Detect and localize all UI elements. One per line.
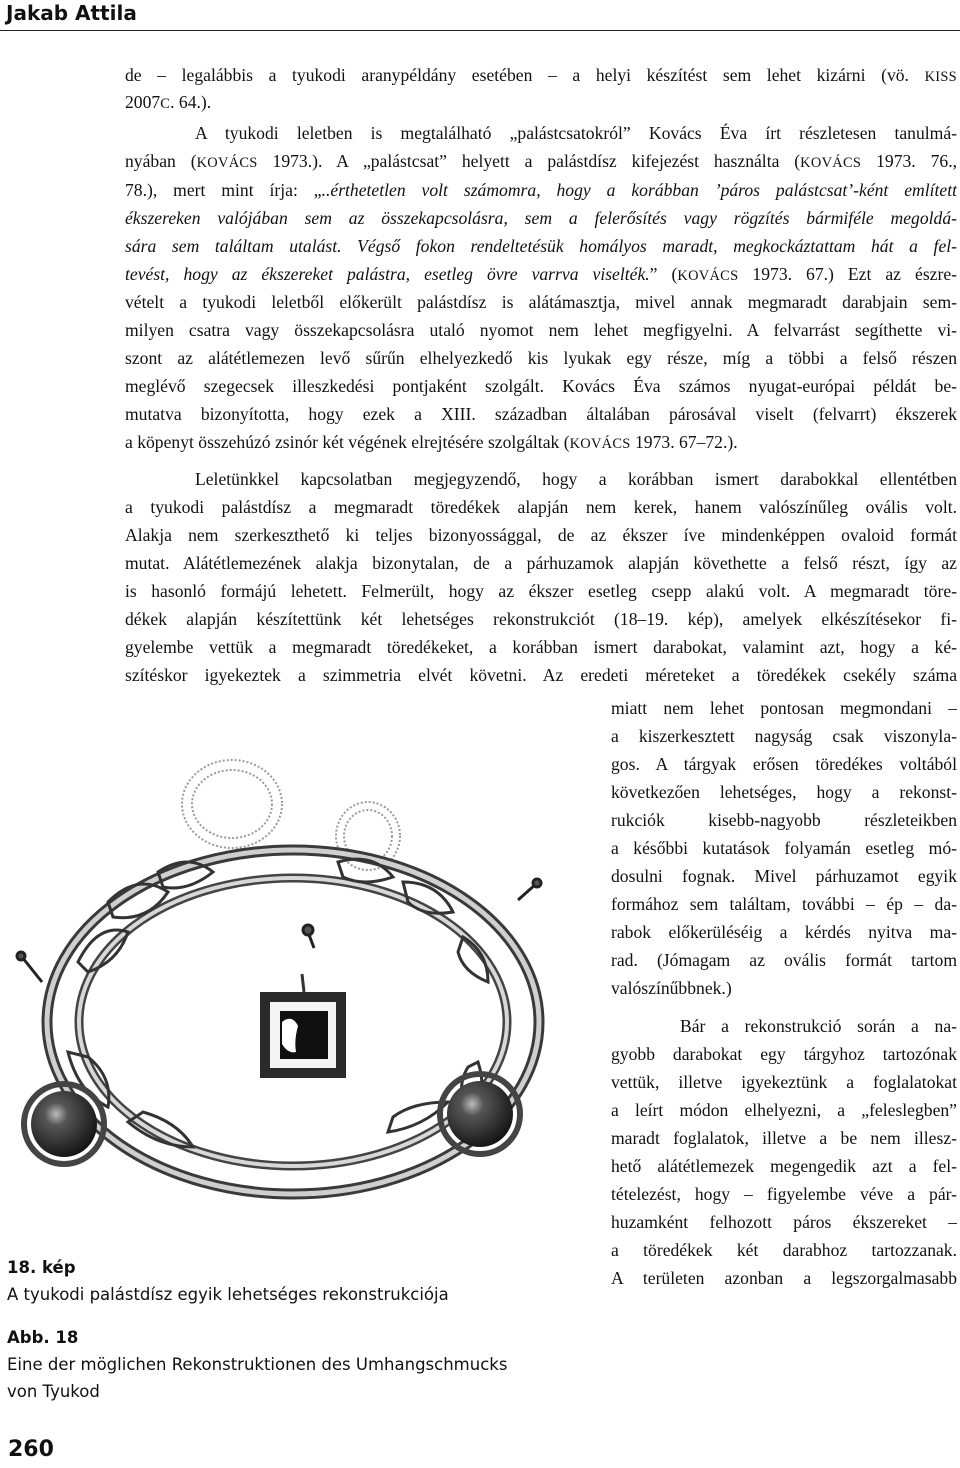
text-line: maradt foglalatok, illetve a be nem illesz- [611, 1128, 957, 1148]
text-line: mutat. Alátétlemezének alakja bizonytalan, de a párhuzamok alapján követhette a felső részt, így az [125, 553, 957, 573]
running-header-author: Jakab Attila [6, 1, 137, 25]
text-line: valószínűbbnek.) [611, 978, 732, 998]
text-line: gos. A tárgyak erősen töredékes voltából [611, 754, 957, 774]
page-number: 260 [8, 1437, 54, 1462]
text-line: A tyukodi leletben is megtalálható „palástcsatokról” Kovács Éva írt részletesen tanulmá- [195, 123, 957, 143]
figure-caption-hu: A tyukodi palástdísz egyik lehetséges rekonstrukciója [7, 1285, 449, 1304]
header-rule [0, 30, 960, 31]
text-line: dosulni fognak. Mivel párhuzamot egyik [611, 866, 957, 886]
text-line: de – legalábbis a tyukodi aranypéldány esetében – a helyi készítést sem lehet kizárni (vö. KISS [125, 65, 957, 85]
text-line: gyelembe vettük a megmaradt töredékeket, a korábban ismert darabokat, valamint azt, hogy a ké- [125, 637, 957, 657]
black-stone-right [440, 1074, 520, 1154]
text-line: vettük, illetve igyekeztünk a foglalatokat [611, 1072, 957, 1092]
figure-label-de: Abb. 18 [7, 1328, 79, 1347]
text-line: következően lehetséges, hogy a rekonst- [611, 782, 957, 802]
text-line: a köpenyt összehúzó zsinór két végének elrejtésére szolgáltak (KOVÁCS 1973. 67–72.). [125, 432, 738, 452]
text-line: sára sem találtam utalást. Végső fokon rendeltetésük homályos maradt, megkockáztattam hát a fel- [125, 236, 957, 256]
text-line: meglévő szegecsek illeszkedési pontjaként szolgált. Kovács Éva számos nyugat-európai példát be- [125, 376, 957, 396]
text-line: szont az alátétlemezen levő sűrűn elhelyezkedő kis lyukak egy része, míg a többi a felső részen [125, 348, 957, 368]
text-line: Alakja nem szerkeszthető ki teljes bizonyossággal, de az ékszer íve mindenképpen ovaloid formát [125, 525, 957, 545]
text-line: tételezést, hogy – figyelembe véve a pár- [611, 1184, 957, 1204]
text-line: rabok előkerüléséig a kérdés nyitva ma- [611, 922, 957, 942]
figure-label-hu: 18. kép [7, 1258, 76, 1277]
text-line: gyobb darabokat egy tárgyhoz tartozónak [611, 1044, 957, 1064]
text-line: vételt a tyukodi leletből előkerült palástdísz is alátámasztja, mivel annak megmaradt darabjain sem- [125, 292, 957, 312]
text-line: is hasonló formájú lehetett. Felmerült, hogy az ékszer esetleg csepp alakú volt. A megmaradt töre- [125, 581, 957, 601]
text-line: a kiszerkesztett nagyság csak viszonyla- [611, 726, 957, 746]
text-line: nyában (KOVÁCS 1973.). A „palástcsat” helyett a palástdísz kifejezést használta (KOVÁCS 1973. 76., [125, 151, 957, 171]
figure-caption-de-line2: von Tyukod [7, 1382, 100, 1401]
text-line: a tyukodi palástdísz a megmaradt töredékek alapján nem kerek, hanem valószínűleg ovális volt. [125, 497, 957, 517]
text-line: mutatva bizonyította, hogy ezek a XIII. században általában párosával viselt (felvarrt) ékszerek [125, 404, 957, 424]
text-line: hető alátétlemezek megengedik azt a fel- [611, 1156, 957, 1176]
text-line: formához sem találtam, további – ép – da- [611, 894, 957, 914]
text-line: miatt nem lehet pontosan megmondani – [611, 698, 957, 718]
text-line: a töredékek két darabhoz tartozzanak. [611, 1240, 957, 1260]
reconstruction-drawing [8, 752, 608, 1242]
text-line: a későbbi kutatások folyamán esetleg mó- [611, 838, 957, 858]
text-line: Bár a rekonstrukció során a na- [680, 1016, 957, 1036]
text-line: rukciók kisebb-nagyobb részleteikben [611, 810, 957, 830]
text-line: dékek alapján készítettünk két lehetséges rekonstrukciót (18–19. kép), amelyek elkészítésekor fi- [125, 609, 957, 629]
figure-caption-de-line1: Eine der möglichen Rekonstruktionen des Umhangschmucks [7, 1355, 508, 1374]
text-line: Leletünkkel kapcsolatban megjegyzendő, hogy a korábban ismert darabokkal ellentétben [195, 469, 957, 489]
text-line: tevést, hogy az ékszereket palástra, esetleg övre varrva viselték.” (KOVÁCS 1973. 67.) Ezt az észre- [125, 264, 957, 284]
text-line: a leírt módon elhelyezni, a „feleslegben” [611, 1100, 957, 1120]
text-line: ékszereken valójában sem az összekapcsolásra, sem a felerősítés vagy rögzítés bármiféle megoldá- [125, 208, 957, 228]
text-line: rad. (Jómagam az ovális formát tartom [611, 950, 957, 970]
text-line: 2007C. 64.). [125, 92, 212, 112]
black-stone-left [24, 1084, 104, 1164]
square-setting [260, 974, 346, 1078]
text-line: A területen azonban a legszorgalmasabb [611, 1268, 957, 1288]
text-line: 78.), mert mint írja: „..érthetetlen volt számomra, hogy a korábban ’páros palástcsat’-ként említett [125, 180, 957, 200]
text-line: huzamként felhozott páros ékszereket – [611, 1212, 957, 1232]
text-line: milyen csatra vagy összekapcsolásra utaló nyomot nem lehet megfigyelni. A felvarrást segíthette vi- [125, 320, 957, 340]
text-line: szítéskor igyekeztek a szimmetria elvét követni. Az eredeti méreteket a töredékek csekély száma [125, 665, 957, 685]
